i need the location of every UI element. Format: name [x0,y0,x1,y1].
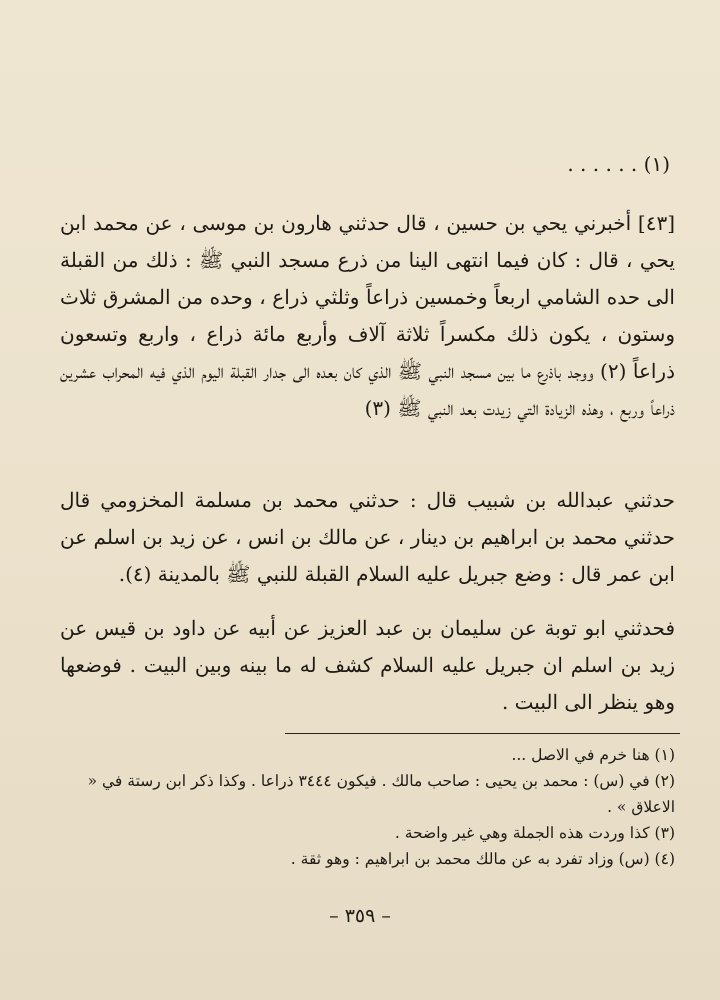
narration-43 [60,205,675,427]
narration-abu-tawba [60,610,675,721]
footnote-4: (٤) (س) وزاد تفرد به عن مالك محمد بن ابراهيم : وهو ثقة . [290,850,675,868]
narration-text: فحدثني ابو توبة عن سليمان بن عبد العزيز عن أبيه عن داود بن قيس عن زيد بن اسلم ان جبريل عليه السلام كشف له ما بينه وبين البيت . فوضعها وهو ينظر الى البيت . [60,616,675,714]
bleed-through-text [60,0,660,120]
page-number: – ٣٥٩ – [329,905,391,927]
narration-43-text: [٤٣] أخبرني يحي بن حسين ، قال حدثني هارون بن موسى ، عن محمد ابن يحي ، قال : كان فيما انتهى الينا من ذرع مسجد النبي ﷺ : ذلك من القبلة الى حده الشامي اربعاً وخمسين ذراعاً وثلثي ذراع ، وحده من المشرق ثلاث وستون ، يكون ذلك مكسراً ثلاثة آلاف وأربع مائة ذراع ، واربع وتسعون ذراعاً (٢) ووجد باذرع ما بين مسجد النبي ﷺ الذي كان بعده الى جدار القبلة اليوم الذي فيه المحراب عشرين ذراعاً وربع ، وهذه الزيادة التي زيدت بعد النبي ﷺ (٣) [60,211,675,420]
footnote-divider [285,733,680,734]
narration-abdullah-bin-shabib [60,482,675,593]
footnotes [60,742,675,872]
footnote-2: (٢) في (س) : محمد بن يحيى : صاحب مالك . فيكون ٣٤٤٤ ذراعا . وكذا ذكر ابن رستة في « الاعلاق » . [87,772,675,816]
footnote-1: (١) هنا خرم في الاصل ... [511,746,675,764]
missing-text-marker: (١) . . . . . . [567,152,670,176]
narration-text: حدثني عبدالله بن شبيب قال : حدثني محمد بن مسلمة المخزومي قال حدثني محمد بن ابراهيم بن دينار ، عن مالك بن انس ، عن زيد بن اسلم عن ابن عمر قال : وضع جبريل عليه السلام القبلة للنبي ﷺ بالمدينة (٤). [60,488,675,586]
footnote-3: (٣) كذا وردت هذه الجملة وهي غير واضحة . [394,824,675,842]
